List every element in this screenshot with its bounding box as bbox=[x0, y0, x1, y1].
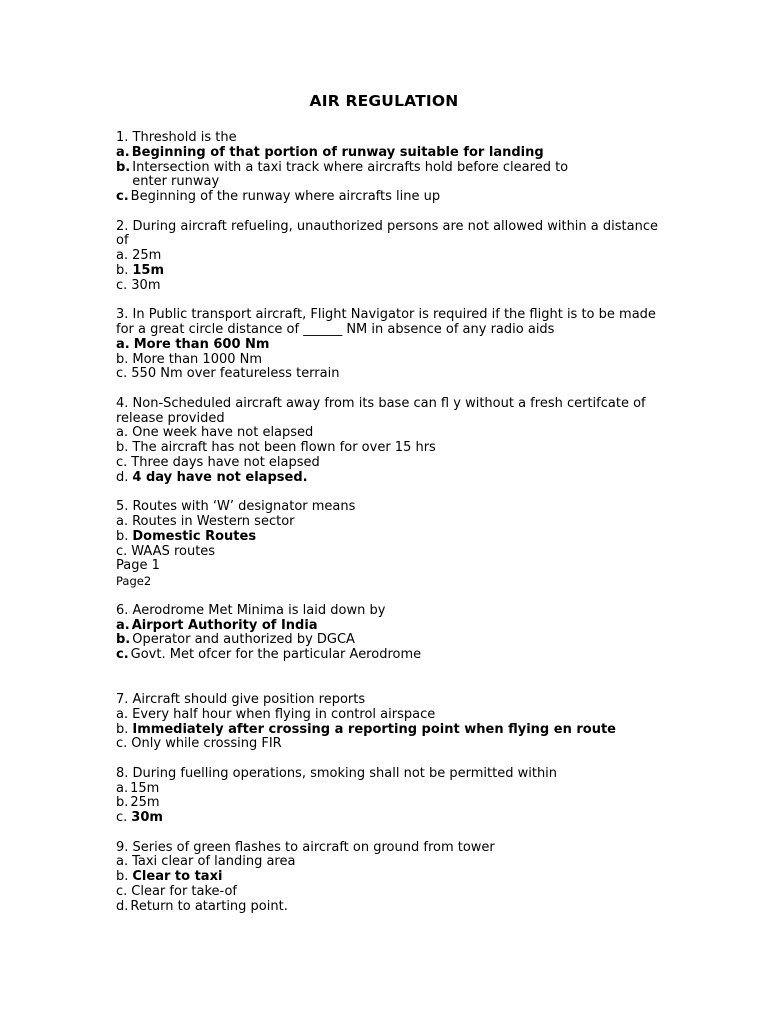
option-text: Routes in Western sector bbox=[132, 513, 295, 529]
option-text-answer: Immediately after crossing a reporting point when flying en route bbox=[132, 721, 616, 737]
option-label: c. bbox=[116, 366, 128, 382]
question-2-option-a bbox=[116, 249, 676, 264]
option-label: a. bbox=[116, 617, 130, 633]
question-9 bbox=[116, 841, 676, 915]
option-label: c. bbox=[116, 884, 128, 900]
option-text: Every half hour when flying in control airspace bbox=[132, 706, 436, 722]
option-text: One week have not elapsed bbox=[132, 425, 314, 441]
question-5 bbox=[116, 500, 676, 559]
option-text: Intersection with a taxi track where aircrafts hold before cleared to enter runway bbox=[132, 159, 569, 190]
option-label: c. bbox=[116, 277, 128, 293]
question-8-option-c bbox=[116, 811, 676, 826]
option-text: 25m bbox=[130, 795, 160, 811]
page-number-1: Page 1 bbox=[116, 558, 160, 574]
option-label: a. bbox=[116, 336, 130, 352]
option-text-answer: 15m bbox=[132, 262, 165, 278]
option-text: More than 1000 Nm bbox=[132, 351, 263, 367]
option-label: c. bbox=[116, 543, 128, 559]
option-label: b. bbox=[116, 159, 131, 175]
question-8-option-a bbox=[116, 782, 676, 797]
question-1-option-c bbox=[116, 190, 676, 205]
question-1-option-a bbox=[116, 146, 676, 161]
question-5-option-b bbox=[116, 530, 676, 545]
question-8-text: 8. During fuelling operations, smoking shall not be permitted within bbox=[116, 765, 558, 781]
option-label: c. bbox=[116, 810, 128, 826]
option-label: c. bbox=[116, 736, 128, 752]
option-text: Operator and authorized by DGCA bbox=[132, 632, 355, 648]
option-label: a. bbox=[116, 513, 129, 529]
option-label: d. bbox=[116, 898, 129, 914]
option-label: b. bbox=[116, 351, 129, 367]
question-7 bbox=[116, 693, 676, 752]
question-4-option-a bbox=[116, 426, 676, 441]
option-text: 30m bbox=[131, 277, 161, 293]
option-text: Taxi clear of landing area bbox=[132, 854, 296, 870]
option-label: c. bbox=[116, 647, 129, 663]
question-6 bbox=[116, 604, 676, 663]
question-5-option-c bbox=[116, 545, 676, 560]
question-2-option-b bbox=[116, 264, 676, 279]
option-label: b. bbox=[116, 262, 129, 278]
option-text-answer: More than 600 Nm bbox=[133, 336, 270, 352]
option-text: The aircraft has not been flown for over 15 hrs bbox=[132, 440, 436, 456]
option-text: WAAS routes bbox=[131, 543, 216, 559]
option-label: b. bbox=[116, 795, 129, 811]
option-text: Only while crossing FIR bbox=[131, 736, 282, 752]
question-9-option-a bbox=[116, 855, 676, 870]
option-label: b. bbox=[116, 632, 131, 648]
question-1-option-b bbox=[116, 161, 676, 191]
document-title: AIR REGULATION bbox=[309, 92, 459, 110]
option-text: 15m bbox=[130, 780, 160, 796]
question-3-option-c bbox=[116, 367, 676, 382]
question-4 bbox=[116, 397, 676, 486]
question-8 bbox=[116, 767, 676, 826]
option-text: Return to atarting point. bbox=[130, 898, 288, 914]
option-label: a. bbox=[116, 854, 129, 870]
question-3-option-a bbox=[116, 338, 676, 353]
question-4-option-d bbox=[116, 471, 676, 486]
option-label: b. bbox=[116, 528, 129, 544]
option-text: 25m bbox=[132, 248, 162, 264]
option-label: c. bbox=[116, 454, 128, 470]
option-text: 550 Nm over featureless terrain bbox=[131, 366, 340, 382]
option-text: Three days have not elapsed bbox=[131, 454, 320, 470]
option-label: b. bbox=[116, 440, 129, 456]
question-6-option-c bbox=[116, 648, 676, 663]
question-4-text: 4. Non-Scheduled aircraft away from its base can fl y without a fresh certifcate of release provided bbox=[116, 395, 646, 426]
question-3 bbox=[116, 308, 676, 382]
question-6-text: 6. Aerodrome Met Minima is laid down by bbox=[116, 602, 386, 618]
option-text: Govt. Met ofcer for the particular Aerodrome bbox=[130, 647, 422, 663]
option-label: c. bbox=[116, 189, 129, 205]
option-text: Beginning of the runway where aircrafts line up bbox=[130, 189, 441, 205]
question-2-option-c bbox=[116, 279, 676, 294]
question-9-text: 9. Series of green flashes to aircraft on ground from tower bbox=[116, 839, 495, 855]
page-number-2: Page2 bbox=[116, 573, 152, 588]
question-9-option-b bbox=[116, 870, 676, 885]
option-label: a. bbox=[116, 706, 129, 722]
question-7-option-a bbox=[116, 708, 676, 723]
question-4-option-c bbox=[116, 456, 676, 471]
option-label: b. bbox=[116, 869, 129, 885]
question-4-option-b bbox=[116, 441, 676, 456]
question-7-option-b bbox=[116, 723, 676, 738]
option-label: a. bbox=[116, 425, 129, 441]
option-text-answer: Clear to taxi bbox=[132, 869, 223, 885]
option-text-answer: Airport Authority of India bbox=[131, 617, 318, 633]
question-7-text: 7. Aircraft should give position reports bbox=[116, 692, 366, 708]
question-3-option-b bbox=[116, 353, 676, 368]
question-5-text: 5. Routes with ‘W’ designator means bbox=[116, 499, 356, 515]
question-9-option-d bbox=[116, 900, 676, 915]
option-label: b. bbox=[116, 721, 129, 737]
question-1 bbox=[116, 131, 676, 205]
question-6-option-a bbox=[116, 619, 676, 634]
question-9-option-c bbox=[116, 885, 676, 900]
option-label: a. bbox=[116, 144, 130, 160]
option-text-answer: Domestic Routes bbox=[132, 528, 257, 544]
question-6-option-b bbox=[116, 633, 676, 648]
question-8-option-b bbox=[116, 796, 676, 811]
question-5-option-a bbox=[116, 515, 676, 530]
question-7-option-c bbox=[116, 737, 676, 752]
option-text-answer: 4 day have not elapsed. bbox=[132, 469, 308, 485]
question-2-text: 2. During aircraft refueling, unauthorized persons are not allowed within a distance of bbox=[116, 218, 658, 249]
document-body bbox=[116, 131, 676, 929]
option-label: d. bbox=[116, 469, 129, 485]
question-1-text: 1. Threshold is the bbox=[116, 130, 237, 145]
option-label: a. bbox=[116, 248, 129, 264]
option-text-answer: 30m bbox=[131, 810, 163, 826]
question-2 bbox=[116, 220, 676, 294]
option-text-answer: Beginning of that portion of runway suitable for landing bbox=[131, 144, 544, 160]
option-label: a. bbox=[116, 780, 129, 796]
question-3-text: 3. In Public transport aircraft, Flight Navigator is required if the flight is to be made for a great circle distance of ______ NM in absence of any radio aids bbox=[116, 307, 656, 337]
option-text: Clear for take-of bbox=[131, 884, 238, 900]
